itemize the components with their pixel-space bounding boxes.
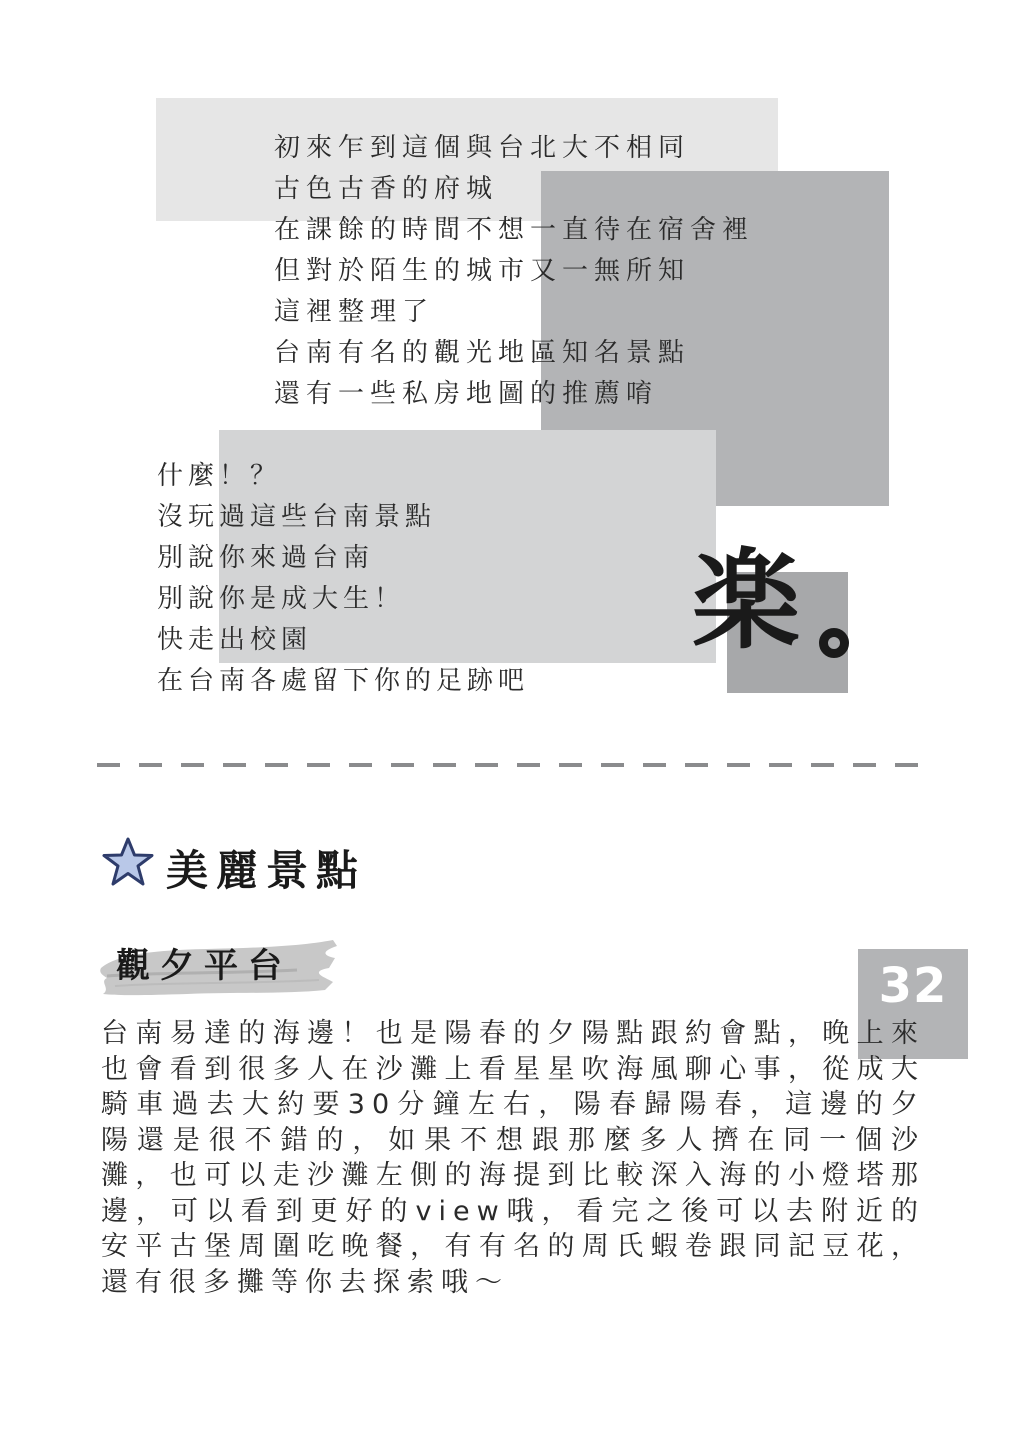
intro-line: 台南有名的觀光地區知名景點: [274, 338, 691, 368]
page-number: 32: [878, 958, 948, 1014]
intro-line: 這裡整理了: [274, 297, 435, 327]
exclaim-line: 沒玩過這些台南景點: [157, 502, 437, 532]
logo-character: 楽: [692, 539, 801, 664]
intro-line: 還有一些私房地圖的推薦唷: [274, 379, 659, 409]
intro-text: [274, 128, 794, 415]
intro-line: 初來乍到這個與台北大不相同: [274, 133, 691, 163]
exclaim-line: 別說你是成大生！: [157, 584, 406, 614]
exclaim-line: 快走出校園: [157, 625, 313, 655]
exclaim-line: 別說你來過台南: [157, 543, 375, 573]
intro-line: 古色古香的府城: [274, 174, 499, 204]
section-title: 美麗景點: [166, 846, 367, 895]
logo-dot: [819, 628, 849, 658]
dashed-divider: [97, 763, 928, 767]
intro-line: 但對於陌生的城市又一無所知: [274, 256, 691, 286]
exclaim-line: 什麼！？: [157, 461, 282, 491]
spot-title: 觀夕平台: [116, 946, 292, 986]
spot-description: 台南易達的海邊！也是陽春的夕陽點跟約會點，晚上來也會看到很多人在沙灘上看星星吹海風聊心事，從成大騎車過去大約要30分鐘左右，陽春歸陽春，這邊的夕陽還是很不錯的，如果不想跟那麼多人擠在同一個沙灘，也可以走沙灘左側的海提到比較深入海的小燈塔那邊，可以看到更好的view哦，看完之後可以去附近的安平古堡周圍吃晚餐，有有名的周氏蝦卷跟同記豆花，還有很多攤等你去探索哦～: [101, 1018, 925, 1298]
star-icon: [101, 836, 155, 888]
intro-line: 在課餘的時間不想一直待在宿舍裡: [274, 215, 755, 245]
exclaim-line: 在台南各處留下你的足跡吧: [157, 666, 530, 696]
exclaim-text: [157, 456, 677, 702]
